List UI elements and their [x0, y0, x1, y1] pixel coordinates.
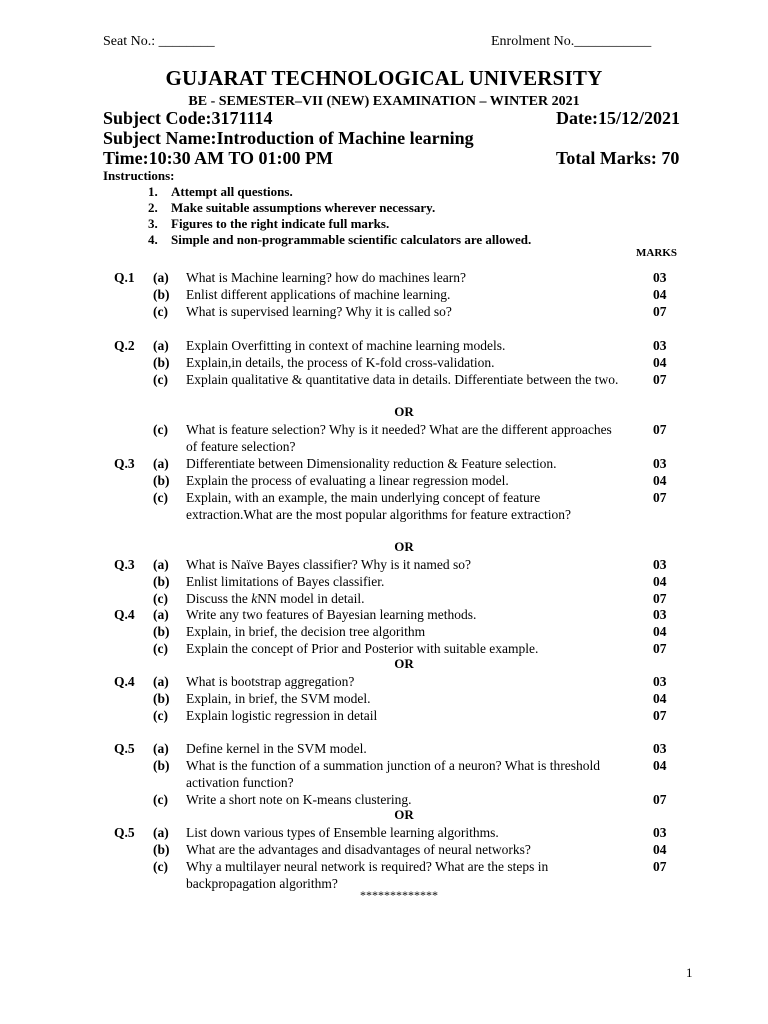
subject-code: Subject Code:3171114	[103, 108, 273, 128]
page-number: 1	[686, 965, 693, 980]
subject-name: Subject Name:Introduction of Machine learning	[103, 128, 474, 148]
exam-time: Time:10:30 AM TO 01:00 PM	[103, 148, 333, 168]
seat-no: Seat No.: ________	[103, 34, 215, 49]
enrolment-no: Enrolment No.___________	[491, 34, 652, 49]
exam-date: Date:15/12/2021	[556, 108, 680, 128]
total-marks: Total Marks: 70	[556, 148, 680, 168]
university-name: GUJARAT TECHNOLOGICAL UNIVERSITY	[165, 66, 603, 90]
instruction-item: 1. Attempt all questions.	[148, 184, 293, 199]
instruction-item: 4. Simple and non-programmable scientific calculators are allowed.	[148, 232, 532, 247]
instruction-item: 3. Figures to the right indicate full marks.	[148, 216, 390, 231]
instructions-heading: Instructions:	[103, 168, 175, 183]
exam-title: BE - SEMESTER–VII (NEW) EXAMINATION – WINTER 2021	[188, 94, 580, 109]
or-separator: OR	[394, 807, 414, 822]
or-separator: OR	[394, 404, 414, 419]
or-separator: OR	[394, 539, 414, 554]
marks-column-heading: MARKS	[636, 247, 677, 259]
knn-question-text: Discuss the kNN model in detail.	[186, 591, 365, 606]
or-separator: OR	[394, 656, 414, 671]
end-of-paper-marker: *************	[360, 888, 438, 902]
instruction-item: 2. Make suitable assumptions wherever necessary.	[148, 200, 436, 215]
